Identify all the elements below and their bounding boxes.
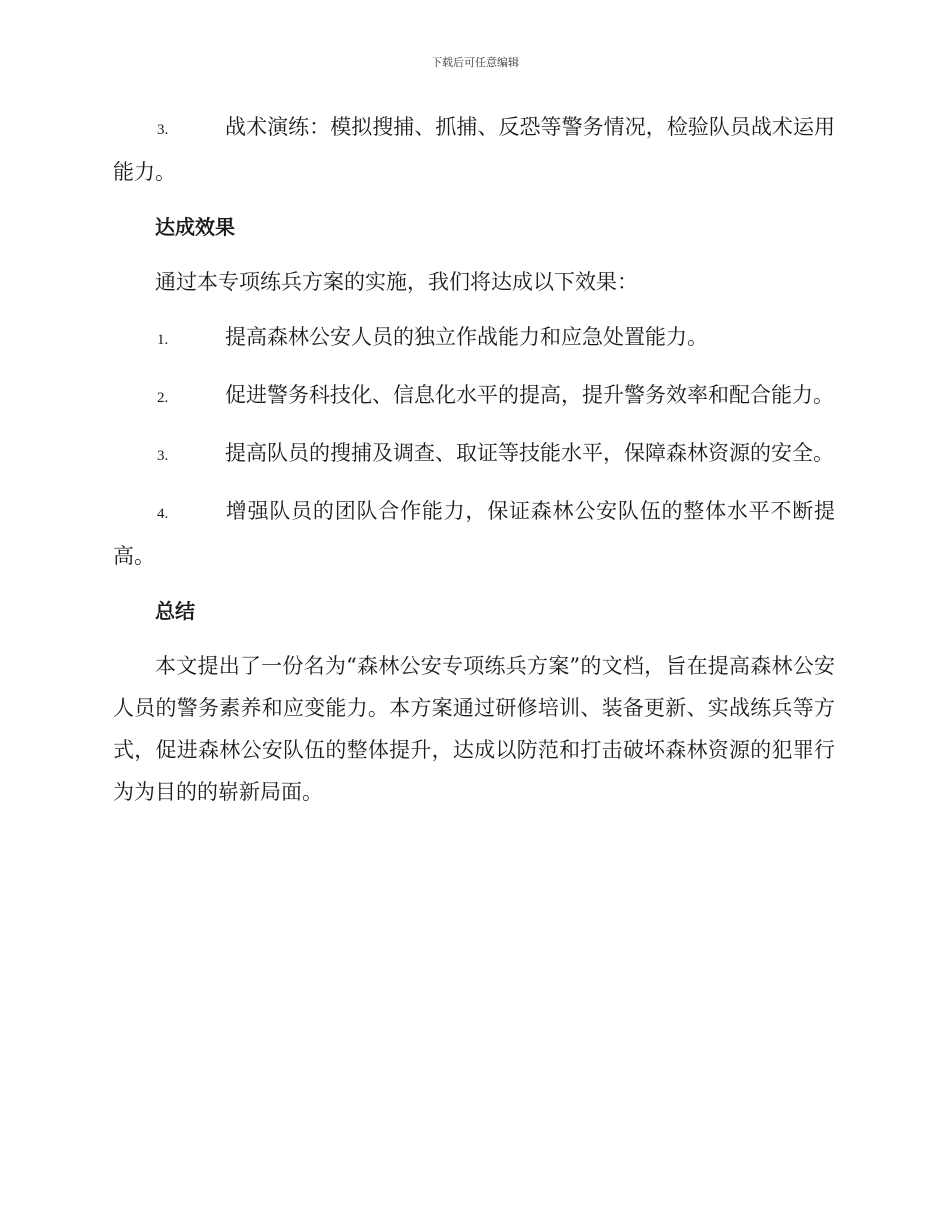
list-item-text: 提高队员的搜捕及调查、取证等技能水平，保障森林资源的安全。: [225, 441, 834, 465]
list-item: [113, 316, 835, 361]
effects-intro: 通过本专项练兵方案的实施，我们将达成以下效果：: [155, 270, 638, 294]
list-number: 4.: [157, 506, 169, 522]
list-number: 1.: [157, 332, 169, 348]
list-number: 3.: [157, 122, 169, 138]
list-item: [113, 490, 835, 577]
list-item-text: 提高森林公安人员的独立作战能力和应急处置能力。: [225, 325, 708, 349]
section-heading-summary: 总结: [155, 599, 195, 623]
summary-paragraph: 本文提出了一份名为“森林公安专项练兵方案”的文档，旨在提高森林公安人员的警务素养和应变能力。本方案通过研修培训、装备更新、实战练兵等方式，促进森林公安队伍的整体提升，达成以防范和打击破坏森林资源的犯罪行为为目的的崭新局面。: [113, 654, 835, 804]
list-item: [113, 432, 835, 477]
list-item-text: 促进警务科技化、信息化水平的提高，提升警务效率和配合能力。: [225, 383, 834, 407]
section-heading-effects: 达成效果: [155, 215, 235, 239]
document-body: [113, 106, 835, 826]
list-item-text: 增强队员的团队合作能力，保证森林公安队伍的整体水平不断提高。: [113, 499, 835, 568]
page-header: 下载后可任意编辑: [431, 56, 519, 69]
list-number: 2.: [157, 390, 169, 406]
list-item: [113, 374, 835, 419]
list-item-text: 战术演练：模拟搜捕、抓捕、反恐等警务情况，检验队员战术运用能力。: [113, 115, 835, 184]
list-item-tactics: [113, 106, 835, 193]
list-number: 3.: [157, 448, 169, 464]
